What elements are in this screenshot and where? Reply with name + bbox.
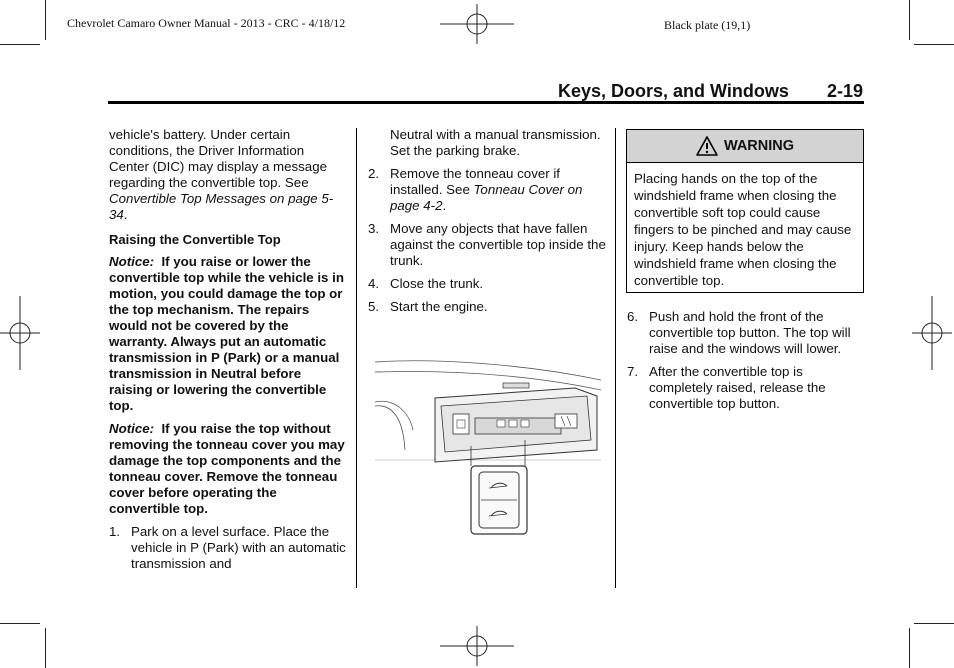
column-3	[627, 309, 863, 412]
step-item: 5. Start the engine.	[368, 299, 488, 314]
crop-mark	[0, 623, 40, 624]
convertible-top-switch-icon	[375, 350, 601, 538]
registration-mark-icon	[0, 296, 40, 370]
section-title: Keys, Doors, and Windows	[558, 81, 789, 101]
step-continuation: Neutral with a manual transmission. Set the parking brake.	[390, 127, 601, 158]
header-rule	[108, 101, 864, 104]
notice-paragraph: Notice: If you raise or lower the convertible top while the vehicle is in motion, you could damage the top or the top mechanism. The repairs would not be covered by the warranty. Always put an automatic transmission in P (Park) or a manual transmission in Neutral before raising or lowering the convertible top.	[109, 254, 344, 413]
column-divider	[615, 128, 616, 588]
crop-mark	[914, 623, 954, 624]
manual-id: Chevrolet Camaro Owner Manual - 2013 - CRC - 4/18/12	[67, 16, 346, 30]
column-2	[368, 127, 606, 315]
subheading: Raising the Convertible Top	[109, 232, 281, 247]
step-item: 6. Push and hold the front of the convertible top button. The top will raise and the windows will lower.	[627, 309, 851, 356]
warning-title: WARNING	[723, 138, 795, 154]
registration-mark-icon	[440, 4, 514, 44]
crop-mark	[0, 44, 40, 45]
step-item: 4. Close the trunk.	[368, 276, 484, 291]
step-item: 1. Park on a level surface. Place the vehicle in P (Park) with an automatic transmission and	[109, 524, 346, 571]
registration-mark-icon	[440, 626, 514, 666]
step-item: 2. Remove the tonneau cover if installed. See Tonneau Cover on page 4-2.	[368, 166, 583, 213]
column-divider	[356, 128, 357, 588]
xref-link[interactable]: Tonneau Cover on page 4-2	[390, 182, 583, 213]
warning-box	[626, 129, 864, 293]
registration-mark-icon	[912, 296, 952, 370]
crop-mark	[45, 628, 46, 668]
warning-header	[627, 130, 863, 163]
step-item: 7. After the convertible top is completely raised, release the convertible top button.	[627, 364, 826, 411]
crop-mark	[909, 628, 910, 668]
warning-text: Placing hands on the top of the windshield frame when closing the convertible soft top could cause fingers to be pinched and may cause injury. Keep hands below the windshield frame when closing the convertible top.	[634, 171, 852, 288]
plate-label: Black plate (19,1)	[664, 18, 751, 32]
crop-mark	[45, 0, 46, 40]
column-1	[109, 127, 347, 572]
step-item: 3. Move any objects that have fallen against the convertible top inside the trunk.	[368, 221, 606, 268]
page-number: 2-19	[827, 81, 864, 101]
intro-paragraph: vehicle's battery. Under certain conditions, the Driver Information Center (DIC) may display a message regarding the convertible top. See Convertible Top Messages on page 5-34.	[109, 127, 334, 222]
crop-mark	[909, 0, 910, 40]
warning-triangle-icon	[696, 136, 718, 156]
notice-paragraph: Notice: If you raise the top without removing the tonneau cover you may damage the top components and the tonneau cover. Remove the tonneau cover before operating the convertible top.	[109, 421, 345, 516]
crop-mark	[914, 44, 954, 45]
xref-link[interactable]: Convertible Top Messages on page 5-34	[109, 191, 334, 222]
